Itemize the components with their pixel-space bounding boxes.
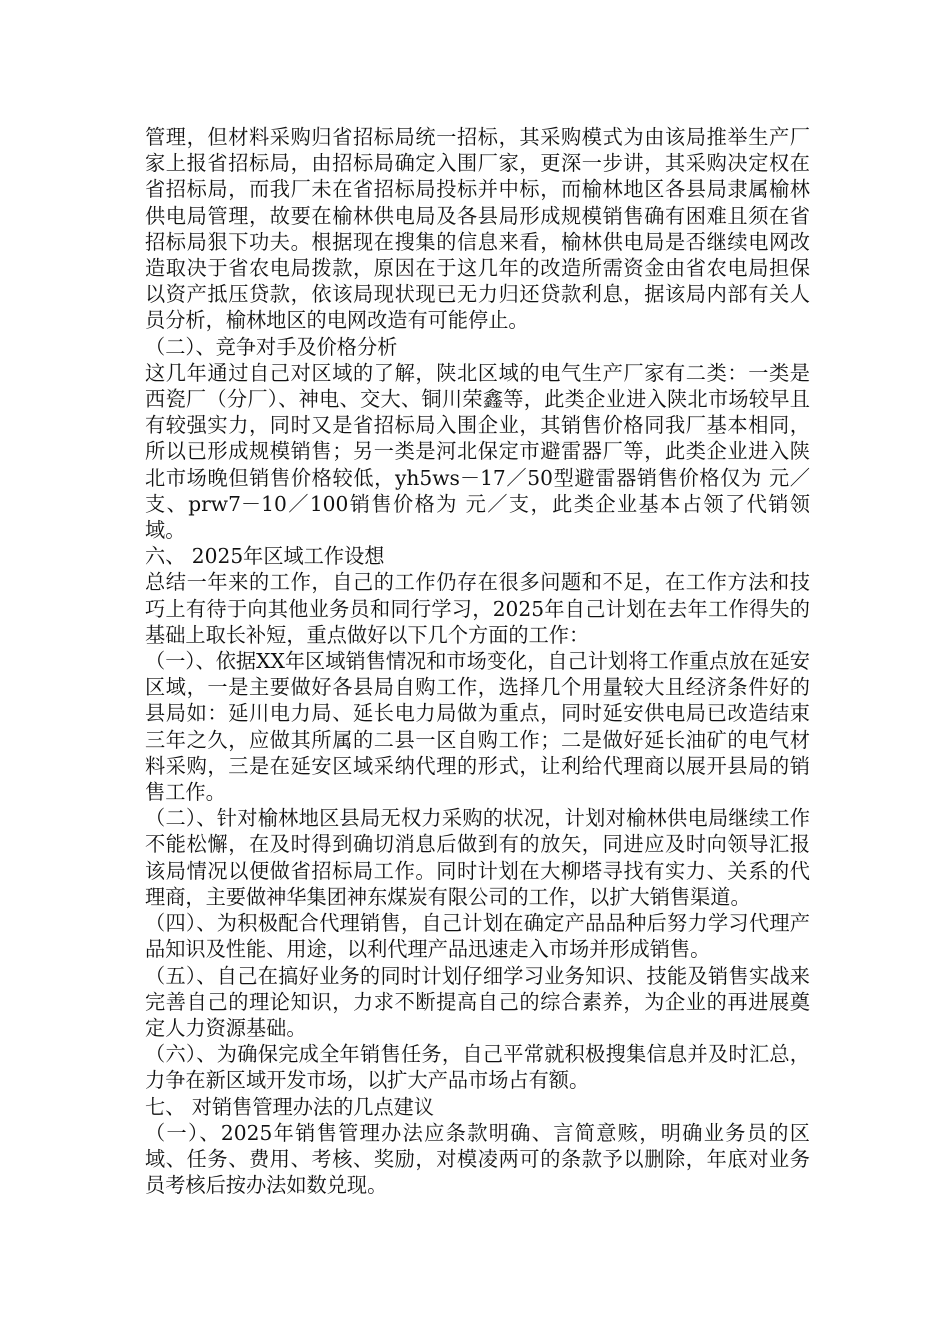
paragraph-plan-item-5: （五）、自己在搞好业务的同时计划仔细学习业务知识、技能及销售实战来完善自己的理论知识，力求不断提高自己的综合素养，为企业的再进展奠定人力资源基础。 [145,963,810,1040]
paragraph-annual-summary: 总结一年来的工作，自己的工作仍存在很多问题和不足，在工作方法和技巧上有待于向其他业务员和同行学习，2025年自己计划在去年工作得失的基础上取长补短，重点做好以下几个方面的工作： [145,570,810,647]
paragraph-plan-item-4: （四）、为积极配合代理销售，自己计划在确定产品品种后努力学习代理产品知识及性能、用途，以利代理产品迅速走入市场并形成销售。 [145,911,810,962]
paragraph-plan-item-1: （一）、依据XX年区域销售情况和市场变化，自己计划将工作重点放在延安区域，一是主要做好各县局自购工作，选择几个用量较大且经济条件好的县局如：延川电力局、延长电力局做为重点，同时延安供电局已改造结束三年之久，应做其所属的二县一区自购工作；二是做好延长油矿的电气材料采购，三是在延安区域采纳代理的形式，让利给代理商以展开县局的销售工作。 [145,649,810,805]
document-page [145,124,810,1198]
paragraph-plan-item-2: （二）、针对榆林地区县局无权力采购的状况，计划对榆林供电局继续工作不能松懈，在及时得到确切消息后做到有的放矢，同进应及时向领导汇报该局情况以便做省招标局工作。同时计划在大柳塔寻找有实力、关系的代理商，主要做神华集团神东煤炭有限公司的工作，以扩大销售渠道。 [145,806,810,909]
paragraph-suggestion-1: （一）、2025年销售管理办法应条款明确、言简意赅，明确业务员的区域、任务、费用、考核、奖励，对模凌两可的条款予以删除，年底对业务员考核后按办法如数兑现。 [145,1120,810,1198]
paragraph-plan-item-6: （六）、为确保完成全年销售任务，自己平常就积极搜集信息并及时汇总，力争在新区域开发市场，以扩大产品市场占有额。 [145,1042,810,1093]
paragraph-procurement-analysis: 管理，但材料采购归省招标局统一招标，其采购模式为由该局推举生产厂家上报省招标局，由招标局确定入围厂家，更深一步讲，其采购决定权在省招标局，而我厂未在省招标局投标并中标，而榆林地区各县局隶属榆林供电局管理，故要在榆林供电局及各县局形成规模销售确有困难且须在省招标局狠下功夫。根据现在搜集的信息来看，榆林供电局是否继续电网改造取决于省农电局拨款，原因在于这几年的改造所需资金由省农电局担保以资产抵压贷款，依该局现状现已无力归还贷款利息，据该局内部有关人员分析，榆林地区的电网改造有可能停止。 [145,125,810,333]
section-heading-competitor-price: （二）、竞争对手及价格分析 [145,334,398,359]
paragraph-competitor-analysis: 这几年通过自己对区域的了解，陕北区域的电气生产厂家有二类：一类是西瓷厂（分厂）、神电、交大、铜川荣鑫等，此类企业进入陕北市场较早且有较强实力，同时又是省招标局入围企业，其销售价格同我厂基本相同，所以已形成规模销售；另一类是河北保定市避雷器厂等，此类企业进入陕北市场晚但销售价格较低，yh5ws－17／50型避雷器销售价格仅为 元／支、prw7－10／100销售价格为 元／支，此类企业基本占领了代销领域。 [145,360,810,543]
document-body [145,124,810,1198]
section-heading-2025-plan: 六、 2025年区域工作设想 [145,544,385,569]
section-heading-management-suggestions: 七、 对销售管理办法的几点建议 [145,1094,435,1119]
